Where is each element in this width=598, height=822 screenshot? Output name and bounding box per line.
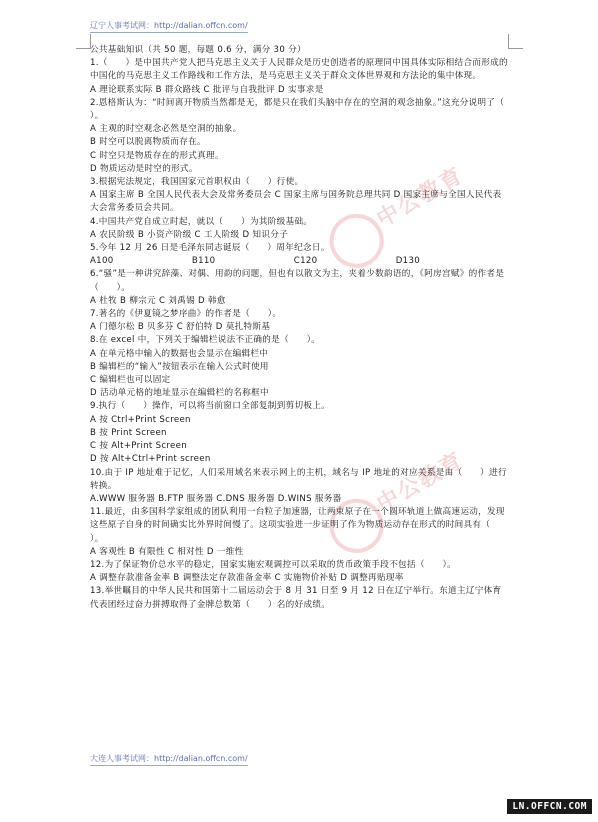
answer-option: C 时空只是物质存在的形式真理。 <box>90 150 224 161</box>
answer-options: A 门德尔松 B 贝多芬 C 舒伯特 D 莫扎特斯基 <box>90 322 271 333</box>
answer-option: D 物质运动是时空的形式。 <box>90 163 198 174</box>
crop-mark-top-left <box>76 34 91 49</box>
answer-option: B110 <box>191 256 216 267</box>
answer-options: A 杜牧 B 柳宗元 C 刘禹锡 D 韩愈 <box>90 295 226 306</box>
answer-option: B 编辑栏的“输入”按钮表示在输入公式时使用 <box>90 361 269 372</box>
answer-options: A 客观性 B 有限性 C 相对性 D 一维性 <box>90 546 244 557</box>
question-line: 13.举世瞩目的中华人民共和国第十二届运动会于 8 月 31 日至 9 月 12 日在辽宁举行。东道主辽宁体育代表团经过奋力拼搏取得了金牌总数第（ ）名的好成绩。 <box>90 586 502 610</box>
answer-option: A 在单元格中输入的数据也会显示在编辑栏中 <box>90 348 269 359</box>
section-title: 公共基础知识（共 50 题，每题 0.6 分，满分 30 分） <box>90 45 306 55</box>
answer-options: A 国家主席 B 全国人民代表大会及常务委员会 C 国家主席与国务院总理共同 D 国家主席与全国人民代表大会常务委员会共同。 <box>90 190 502 214</box>
watermark-text: 中公教育 <box>372 162 469 233</box>
answer-option: D 活动单元格的地址显示在编辑栏的名称框中 <box>90 388 269 399</box>
answer-option: B 按 Print Screen <box>90 427 167 438</box>
header-link[interactable]: 辽宁人事考试网：http://dalian.offcn.com/ <box>90 20 248 33</box>
answer-option: D 按 Alt+Ctrl+Print screen <box>90 454 211 465</box>
site-badge: LN.OFFCN.COM <box>507 799 592 814</box>
question-line: 6.“骚”是一种讲究辞藻、对偶、用韵的问题，但也有以散文为主，夹着少数韵语的，《阿房宫赋》的作者是（ ）。 <box>90 269 505 293</box>
answer-option: C 按 Alt+Print Screen <box>90 441 187 452</box>
answer-option: B 时空可以脱离物质而存在。 <box>90 137 206 148</box>
answer-option: C 编辑栏也可以固定 <box>90 375 171 386</box>
crop-mark-top-right <box>508 34 523 49</box>
answer-option: D130 <box>395 256 420 267</box>
answer-option: A 按 Ctrl+Print Screen <box>90 414 191 425</box>
question-line: 12.为了保证物价总水平的稳定，国家实施宏观调控可以采取的货币政策手段不包括（ ）。 <box>90 559 457 570</box>
question-line: 5.今年 12 月 26 日是毛泽东同志诞辰（ ）周年纪念日。 <box>90 243 330 254</box>
answer-options-row <box>90 255 420 268</box>
answer-options: A.WWW 服务器 B.FTP 服务器 C.DNS 服务器 D.WINS 服务器 <box>90 493 342 504</box>
answer-option: A100 <box>90 256 114 267</box>
answer-options: A 农民阶级 B 小资产阶级 C 工人阶级 D 知识分子 <box>90 229 289 240</box>
question-line: 2.恩格斯认为：“时间离开物质当然都是无，都是只在我们头脑中存在的空洞的观念抽象。”这充分说明了（ ）。 <box>90 97 523 122</box>
answer-option: C120 <box>293 256 318 267</box>
watermark-text: 中公教育 <box>372 447 469 518</box>
question-line: 8.在 excel 中，下列关于编辑栏说法不正确的是（ ）。 <box>90 335 321 346</box>
question-line: 10.由于 IP 地址难于记忆，人们采用域名来表示网上的主机，域名与 IP 地址的对应关系是由（ ）进行转换。 <box>90 467 507 491</box>
answer-option: A 主观的时空观念必然是空洞的抽象。 <box>90 124 242 135</box>
exam-content <box>90 44 523 612</box>
question-line: 7.著名的《伊夏镜之梦序曲》的作者是（ ）。 <box>90 309 282 320</box>
question-line: 9.执行（ ）操作，可以将当前窗口全部复制到剪切板上。 <box>90 401 331 412</box>
question-line: 1.（ ）是中国共产党人把马克思主义关于人民群众是历史创造者的原理同中国具体实际相结合而形成的中国化的马克思主义工作路线和工作方法，是马克思主义关于群众文体世界观和方法论的集中体现。 <box>90 58 508 82</box>
question-line: 4.中国共产党自成立时起，就以（ ）为其阶级基础。 <box>90 216 313 227</box>
question-line: 3.根据宪法规定，我国国家元首职权由（ ）行使。 <box>90 177 304 188</box>
answer-options: A 理论联系实际 B 群众路线 C 批评与自我批评 D 实事求是 <box>90 84 324 95</box>
answer-options: A 调整存款准备金率 B 调整法定存款准备金率 C 实施物价补贴 D 调整再贴现率 <box>90 573 404 584</box>
footer-link[interactable]: 大连人事考试网：http://dalian.offcn.com/ <box>90 753 248 766</box>
question-line: 11.最近，由多国科学家组成的团队利用一台粒子加速器，让两束原子在一个圆环轨道上做高速运动，发现这些原子自身的时间确实比外界时间慢了。这项实验进一步证明了作为物质运动存在形式的时间具有（ ）。 <box>90 507 509 544</box>
